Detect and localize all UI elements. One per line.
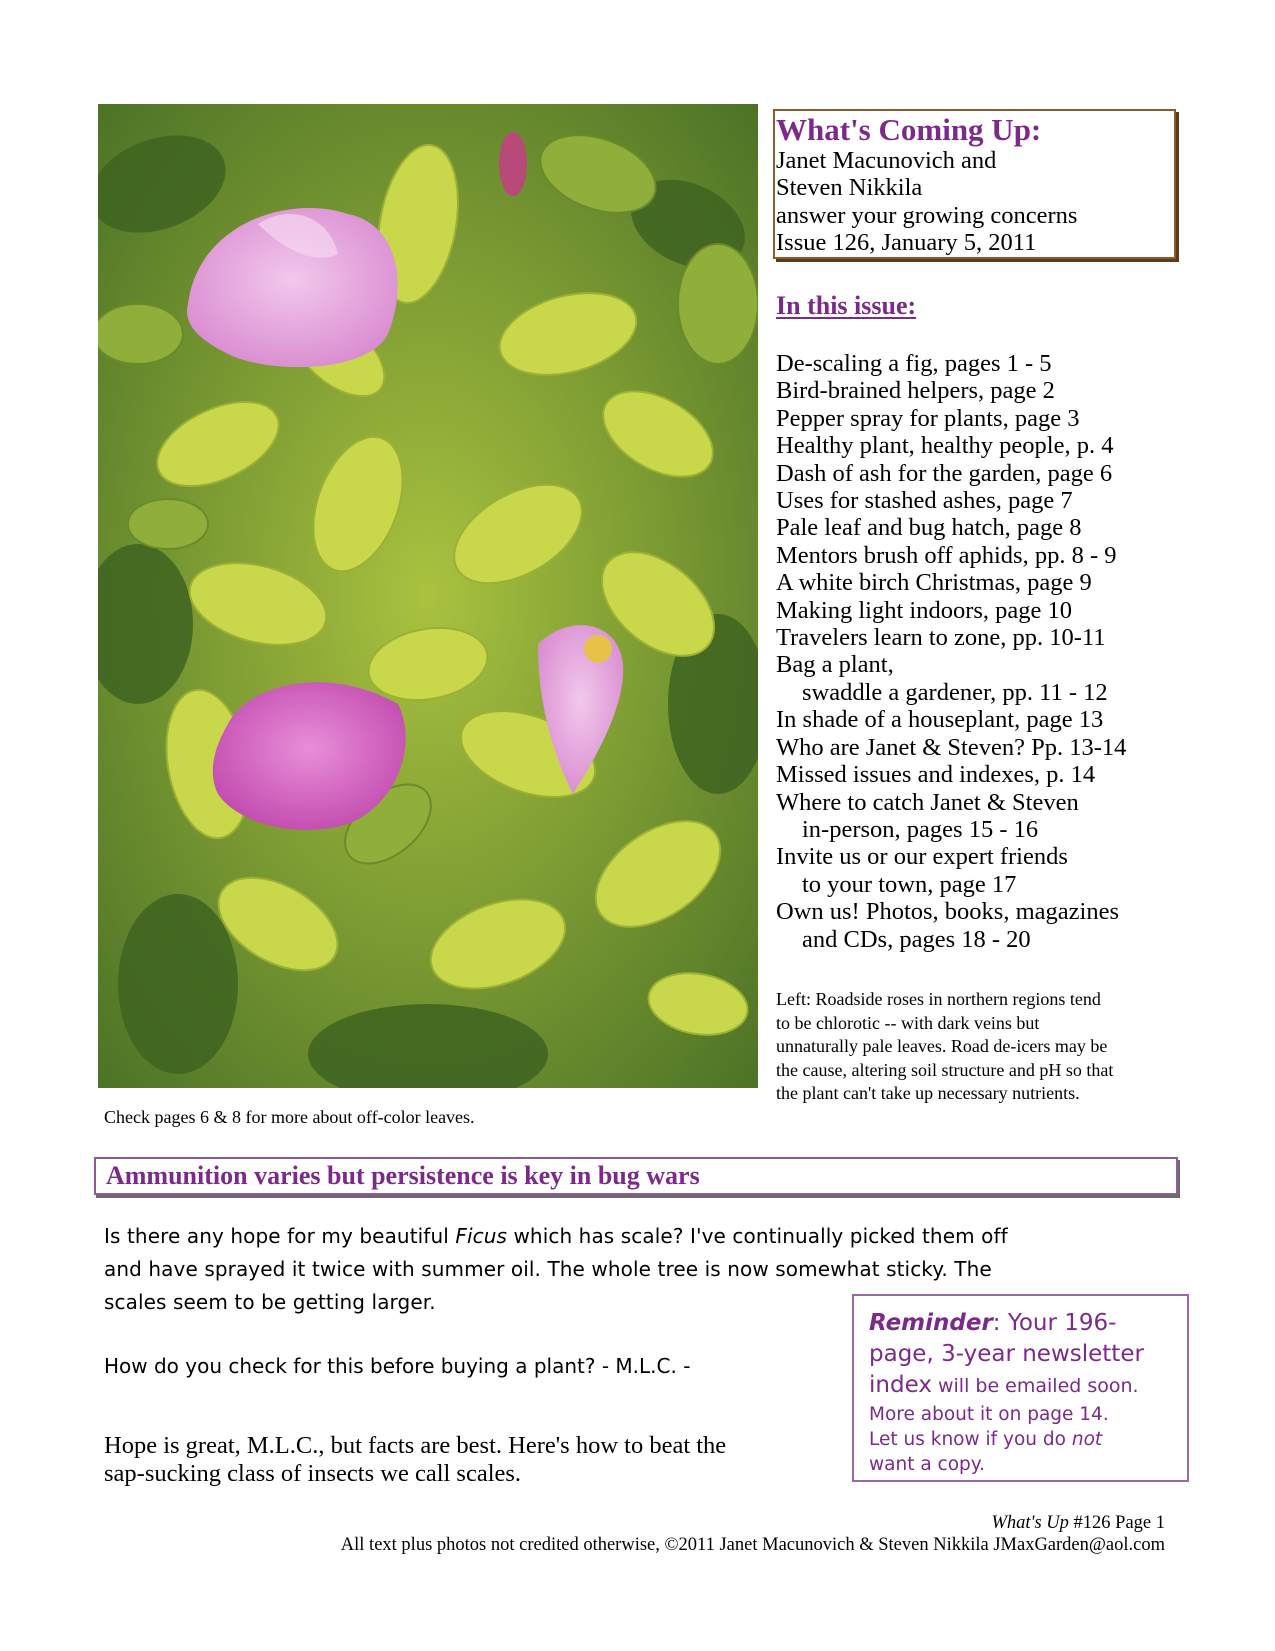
toc-item: Uses for stashed ashes, page 7 (776, 487, 1073, 515)
reminder-line-5 (869, 1427, 1187, 1452)
masthead-authors-1: Janet Macunovich and (776, 147, 997, 174)
caption-line: Left: Roadside roses in northern regions tend (776, 989, 1101, 1009)
toc-item: Pale leaf and bug hatch, page 8 (776, 514, 1082, 542)
masthead-issue: Issue 126, January 5, 2011 (776, 228, 1037, 256)
reminder-line-1 (869, 1308, 1187, 1339)
question-line-1 (104, 1220, 1184, 1253)
toc-item: swaddle a gardener, pp. 11 - 12 (802, 678, 1108, 706)
toc-item: De-scaling a fig, pages 1 - 5 (776, 350, 1052, 377)
reminder-text: will be emailed soon. (931, 1375, 1139, 1397)
caption-line: to be chlorotic -- with dark veins but (776, 1012, 1040, 1033)
toc-item: A white birch Christmas, page 9 (776, 569, 1092, 597)
rose-bush-image (98, 104, 758, 1088)
caption-line: unnaturally pale leaves. Road de-icers may be (776, 1036, 1108, 1056)
toc-item: Who are Janet & Steven? Pp. 13-14 (776, 733, 1127, 761)
photo-caption-left: Check pages 6 & 8 for more about off-color leaves. (104, 1107, 475, 1127)
masthead-box (773, 109, 1176, 259)
article-headline-box (94, 1157, 1178, 1195)
masthead-title: What's Coming Up: (776, 112, 1042, 147)
reminder-text: Let us know if you do (869, 1429, 1072, 1450)
footer-publication: What's Up (991, 1513, 1069, 1533)
reminder-label: Reminder (869, 1310, 993, 1336)
reminder-index-word: index (869, 1372, 932, 1398)
answer-paragraph (104, 1432, 844, 1487)
toc-item: Mentors brush off aphids, pp. 8 - 9 (776, 541, 1117, 569)
table-of-contents (776, 350, 1216, 953)
toc-item: Pepper spray for plants, page 3 (776, 404, 1080, 432)
toc-item: Invite us or our expert friends (776, 843, 1068, 871)
toc-item: and CDs, pages 18 - 20 (802, 925, 1031, 953)
reader-question-followup: How do you check for this before buying a plant? - M.L.C. - (104, 1354, 691, 1378)
question-italic-ficus: Ficus (455, 1224, 507, 1248)
answer-line: Hope is great, M.L.C., but facts are best. Here's how to beat the (104, 1432, 727, 1459)
reminder-italic-not: not (1071, 1429, 1103, 1450)
footer-copyright: All text plus photos not credited otherwise, ©2011 Janet Macunovich & Steven Nikkila JMaxGarden@aol.com (340, 1535, 1165, 1555)
caption-line: the plant can't take up necessary nutrients. (776, 1083, 1080, 1103)
masthead-authors-2: Steven Nikkila (776, 174, 923, 202)
toc-item: to your town, page 17 (802, 870, 1017, 898)
reminder-line-2: page, 3-year newsletter (869, 1341, 1144, 1367)
photo-caption-right (776, 988, 1196, 1106)
toc-item: Bird-brained helpers, page 2 (776, 377, 1055, 405)
toc-item: Where to catch Janet & Steven (776, 788, 1079, 816)
toc-item: Missed issues and indexes, p. 14 (776, 761, 1096, 789)
reminder-box (852, 1294, 1189, 1482)
toc-item: Making light indoors, page 10 (776, 596, 1073, 624)
reminder-line-4: More about it on page 14. (869, 1404, 1109, 1425)
reminder-line-3 (869, 1370, 1187, 1402)
toc-item: Healthy plant, healthy people, p. 4 (776, 432, 1114, 460)
footer-issue-page: #126 Page 1 (1068, 1513, 1165, 1533)
toc-item: in-person, pages 15 - 16 (802, 815, 1039, 843)
answer-line: sap-sucking class of insects we call scales. (104, 1459, 522, 1487)
footer-page-number (991, 1512, 1165, 1534)
question-text: Is there any hope for my beautiful (104, 1224, 456, 1248)
reminder-line-6: want a copy. (869, 1454, 985, 1475)
toc-item: Bag a plant, (776, 651, 894, 679)
article-headline: Ammunition varies but persistence is key in bug wars (106, 1161, 700, 1190)
rose-photo (98, 104, 758, 1088)
toc-item: Travelers learn to zone, pp. 10-11 (776, 624, 1106, 652)
question-line-3: scales seem to be getting larger. (104, 1290, 436, 1314)
toc-item: In shade of a houseplant, page 13 (776, 706, 1104, 734)
caption-line: the cause, altering soil structure and pH so that (776, 1059, 1114, 1080)
question-line-2: and have sprayed it twice with summer oil. The whole tree is now somewhat sticky. The (104, 1257, 992, 1281)
in-this-issue-heading: In this issue: (776, 291, 917, 320)
masthead-tagline: answer your growing concerns (776, 201, 1078, 229)
reminder-text: : Your 196- (992, 1310, 1117, 1336)
toc-item: Own us! Photos, books, magazines (776, 898, 1119, 926)
question-text: which has scale? I've continually picked them off (507, 1224, 1008, 1248)
toc-item: Dash of ash for the garden, page 6 (776, 459, 1113, 487)
